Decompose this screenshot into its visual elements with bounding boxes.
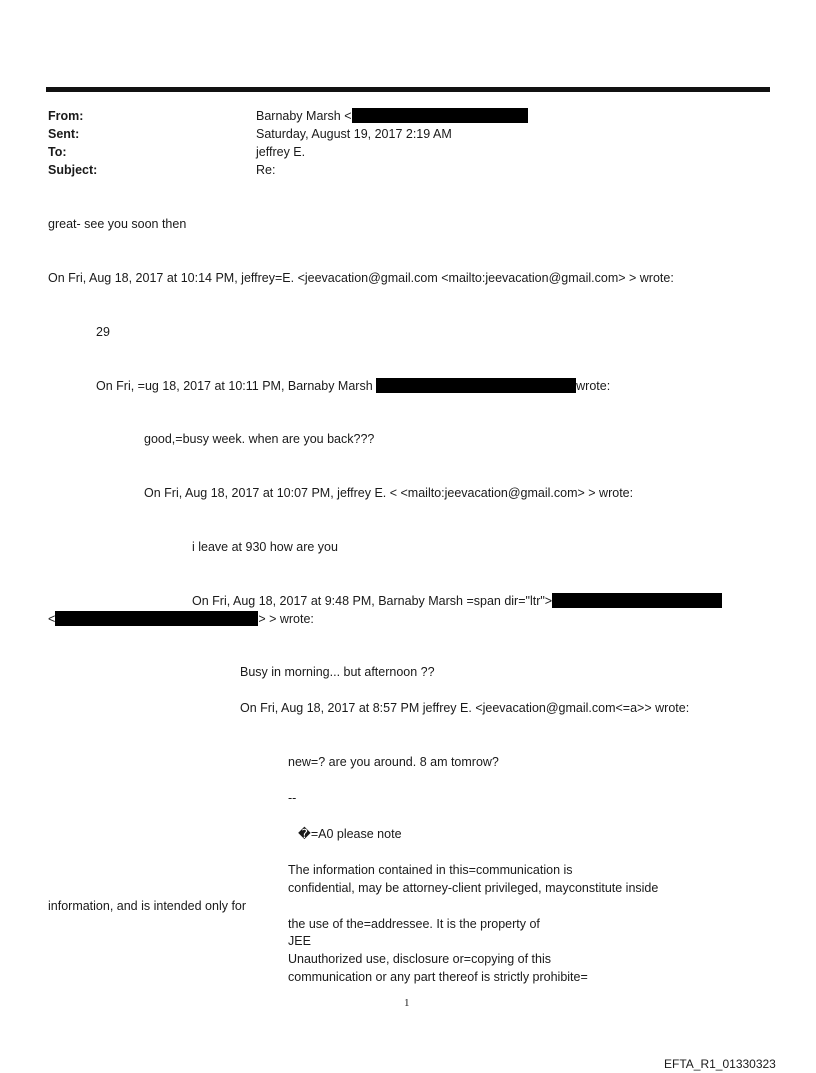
page-number: 1: [404, 997, 410, 1009]
header-rule: [46, 87, 770, 92]
redaction-bar: [352, 108, 528, 123]
quoted-text-5: new=? are you around. 8 am tomrow?: [288, 755, 499, 769]
quote-header-4-cont: [48, 611, 314, 628]
quote-header-5: On Fri, Aug 18, 2017 at 8:57 PM jeffrey E. <jeevacation@gmail.com<=a>> wrote:: [240, 701, 690, 715]
quoted-text-2: good,=busy week. when are you back???: [144, 432, 375, 446]
redaction-bar: [55, 611, 258, 626]
from-value: [256, 108, 528, 125]
disclaimer-line-4: the use of the=addressee. It is the property of: [288, 917, 540, 931]
disclaimer-line-2: confidential, may be attorney-client privileged, mayconstitute inside: [288, 881, 659, 895]
from-name: Barnaby Marsh <: [256, 109, 352, 123]
quote-header-4: [192, 593, 722, 610]
document-id: EFTA_R1_01330323: [664, 1057, 776, 1071]
quote-header-4-text: On Fri, Aug 18, 2017 at 9:48 PM, Barnaby Marsh =span dir="ltr">: [192, 594, 553, 608]
quote-header-2-start: On Fri, =ug 18, 2017 at 10:11 PM, Barnaby Marsh: [96, 379, 373, 393]
signature-note: �=A0 please note: [298, 827, 402, 841]
quote-header-2-end: wrote:: [576, 379, 611, 393]
disclaimer-line-1: The information contained in this=communication is: [288, 863, 573, 877]
quoted-text-4: Busy in morning... but afternoon ??: [240, 665, 435, 679]
redaction-bar: [552, 593, 722, 608]
signature-separator: --: [288, 791, 297, 805]
redaction-bar: [376, 378, 576, 393]
from-label: From:: [48, 109, 84, 123]
quote-header-4-cont-end: > > wrote:: [258, 612, 314, 626]
to-value: jeffrey E.: [256, 145, 306, 159]
sent-label: Sent:: [48, 127, 80, 141]
sent-value: Saturday, August 19, 2017 2:19 AM: [256, 127, 452, 141]
quote-header-1: On Fri, Aug 18, 2017 at 10:14 PM, jeffrey=E. <jeevacation@gmail.com <mailto:jeevacation@gmail.com> > wrote:: [48, 271, 674, 285]
quote-header-4-cont-start: <: [48, 612, 56, 626]
subject-value: Re:: [256, 163, 276, 177]
disclaimer-line-3: information, and is intended only for: [48, 899, 247, 913]
disclaimer-line-5: JEE: [288, 934, 311, 948]
to-label: To:: [48, 145, 67, 159]
quote-header-3: On Fri, Aug 18, 2017 at 10:07 PM, jeffrey E. < <mailto:jeevacation@gmail.com> > wrote:: [144, 486, 634, 500]
quoted-text-1: 29: [96, 325, 110, 339]
disclaimer-line-6: Unauthorized use, disclosure or=copying of this: [288, 952, 551, 966]
quoted-text-3: i leave at 930 how are you: [192, 540, 338, 554]
subject-label: Subject:: [48, 163, 98, 177]
disclaimer-line-7: communication or any part thereof is strictly prohibite=: [288, 970, 588, 984]
quote-header-2: [96, 378, 610, 395]
reply-text: great- see you soon then: [48, 217, 187, 231]
